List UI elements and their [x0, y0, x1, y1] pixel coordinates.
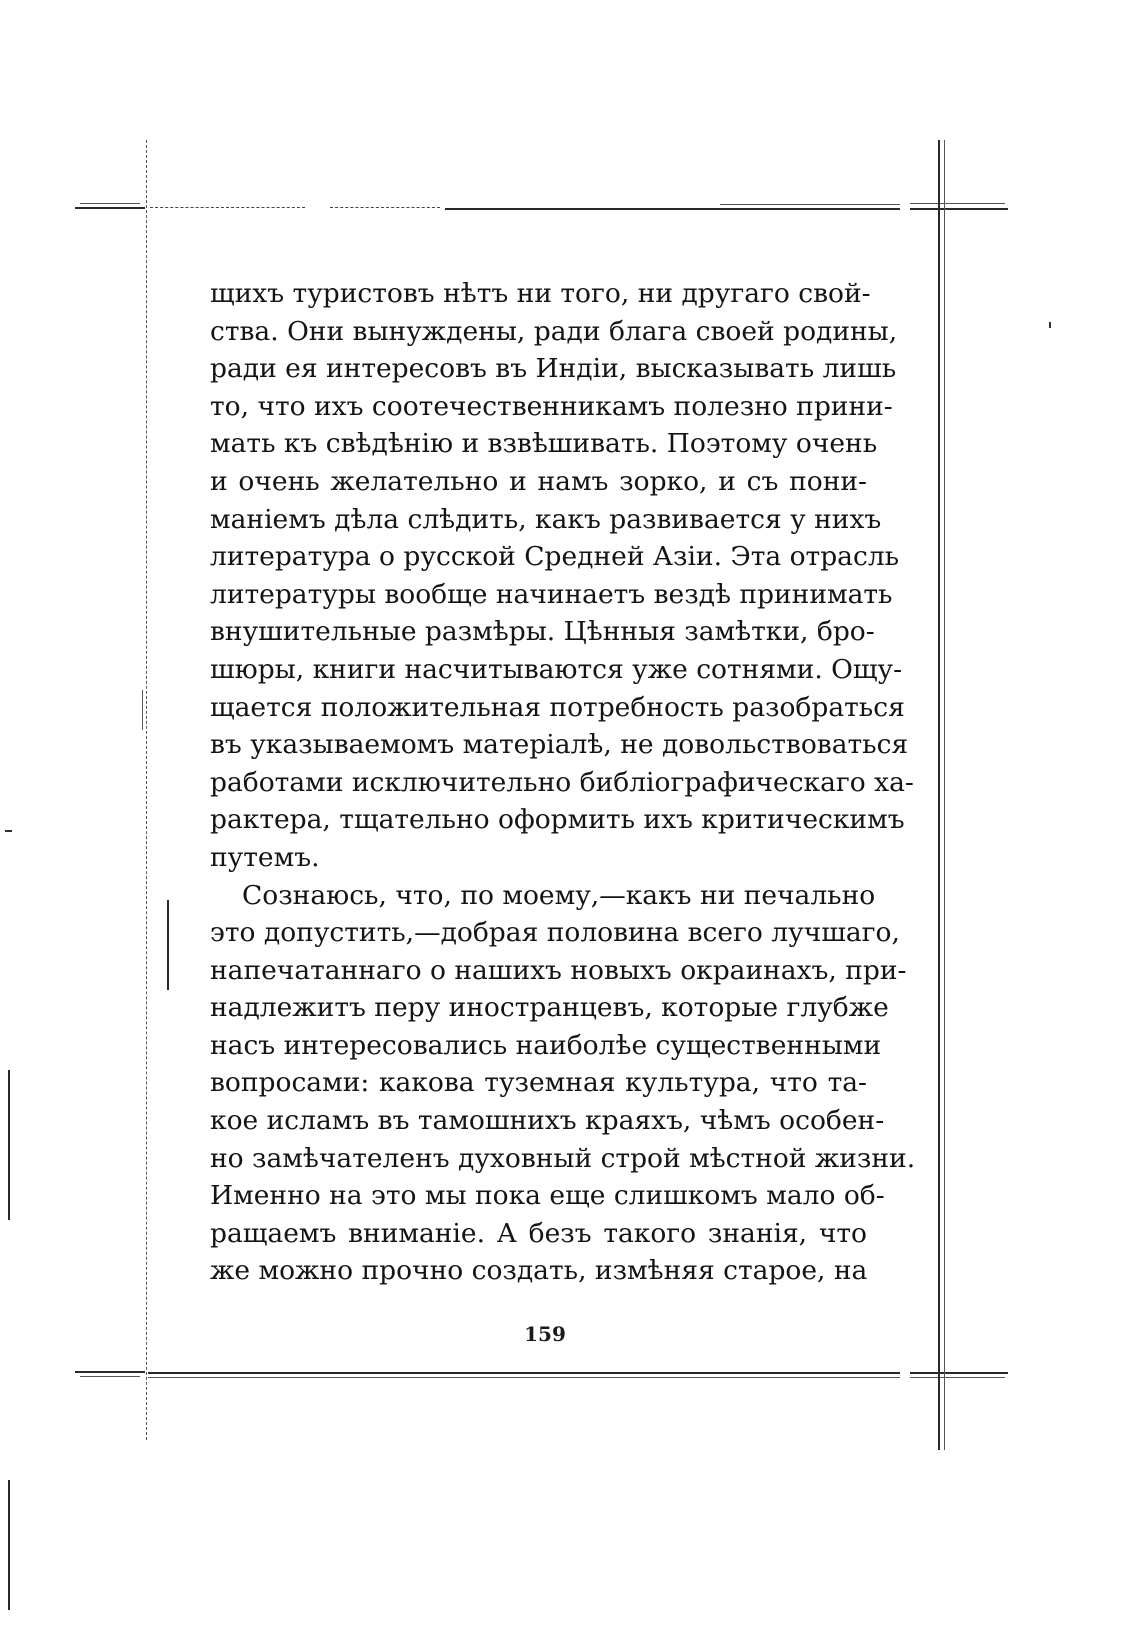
left-margin-mark — [8, 1070, 10, 1220]
text-line: Именно на это мы пока еще слишкомъ мало об- — [210, 1180, 885, 1212]
text-line: маніемъ дѣла слѣдить, какъ развивается у нихъ — [210, 503, 882, 535]
top-rule-right — [910, 208, 1008, 210]
body-text — [210, 275, 916, 1290]
text-line: шюры, книги насчитываются уже сотнями. Ощу- — [210, 653, 903, 685]
text-line: ращаемъ вниманіе. А безъ такого знанія, что — [210, 1217, 867, 1249]
text-line: работами исключительно библіографическаго ха- — [210, 766, 914, 798]
text-line: щихъ туристовъ нѣтъ ни того, ни другаго свой- — [210, 278, 871, 309]
text-line: щается положительная потребность разобраться — [210, 691, 905, 723]
text-line: то, что ихъ соотечественникамъ полезно прини- — [210, 390, 893, 422]
text-line: кое исламъ въ тамошнихъ краяхъ, чѣмъ особен- — [210, 1105, 885, 1137]
text-line: путемъ. — [210, 841, 320, 873]
text-line: литературы вообще начинаетъ вездѣ принимать — [210, 578, 893, 610]
top-rule-right-upper — [910, 203, 1005, 204]
text-line: литература о русской Средней Азіи. Эта отрасль — [210, 541, 900, 573]
bottom-rule-left — [75, 1371, 145, 1373]
text-line: ства. Они вынуждены, ради блага своей родины, — [210, 315, 898, 347]
bottom-rule-main-lower — [148, 1377, 900, 1378]
text-line: мать къ свѣдѣнію и взвѣшивать. Поэтому очень — [210, 428, 878, 460]
text-line: ради ея интересовъ въ Индіи, высказывать лишь — [210, 353, 897, 385]
right-rule-outer — [938, 140, 940, 1450]
text-line: насъ интересовались наиболѣе существенными — [210, 1029, 882, 1061]
text-line: но замѣчателенъ духовный строй мѣстной жизни. — [210, 1142, 916, 1174]
top-rule-dashed-2 — [330, 207, 440, 208]
text-line: и очень желательно и намъ зорко, и съ пони- — [210, 465, 867, 497]
bottom-rule-right-lower — [910, 1377, 1005, 1378]
bottom-rule-main — [148, 1372, 900, 1374]
left-margin-mark-2 — [8, 1480, 10, 1610]
text-line: вопросами: какова туземная культура, что та- — [210, 1067, 867, 1099]
left-rule-accent-1 — [142, 690, 143, 730]
page-number: 159 — [524, 1322, 566, 1346]
bottom-rule-left-lower — [80, 1376, 140, 1377]
left-rule-dashed — [146, 140, 147, 1440]
text-line: это допустить,—добрая половина всего лучшаго, — [210, 917, 900, 949]
text-line: внушительные размѣры. Цѣнныя замѣтки, бро- — [210, 616, 875, 648]
top-rule-dashed — [150, 207, 305, 208]
right-rule-inner — [944, 140, 945, 1450]
top-rule-left-upper — [80, 203, 140, 204]
text-line: надлежитъ перу иностранцевъ, которые глубже — [210, 992, 889, 1024]
text-line: напечатаннаго о нашихъ новыхъ окраинахъ, при- — [210, 954, 907, 986]
top-rule-main-upper — [720, 204, 900, 205]
margin-speck-2 — [5, 830, 12, 832]
bottom-rule-right — [910, 1372, 1008, 1374]
text-line: рактера, тщательно оформить ихъ критическимъ — [210, 804, 905, 836]
text-line: въ указываемомъ матеріалѣ, не довольствоваться — [210, 729, 909, 761]
text-line: же можно прочно создать, измѣняя старое, на — [210, 1255, 868, 1287]
text-line: Сознаюсь, что, по моему,—какъ ни печально — [242, 879, 876, 911]
left-rule-accent-2 — [167, 900, 169, 990]
top-rule-main — [445, 208, 900, 210]
margin-speck — [1049, 322, 1051, 328]
top-rule-left — [75, 207, 145, 209]
